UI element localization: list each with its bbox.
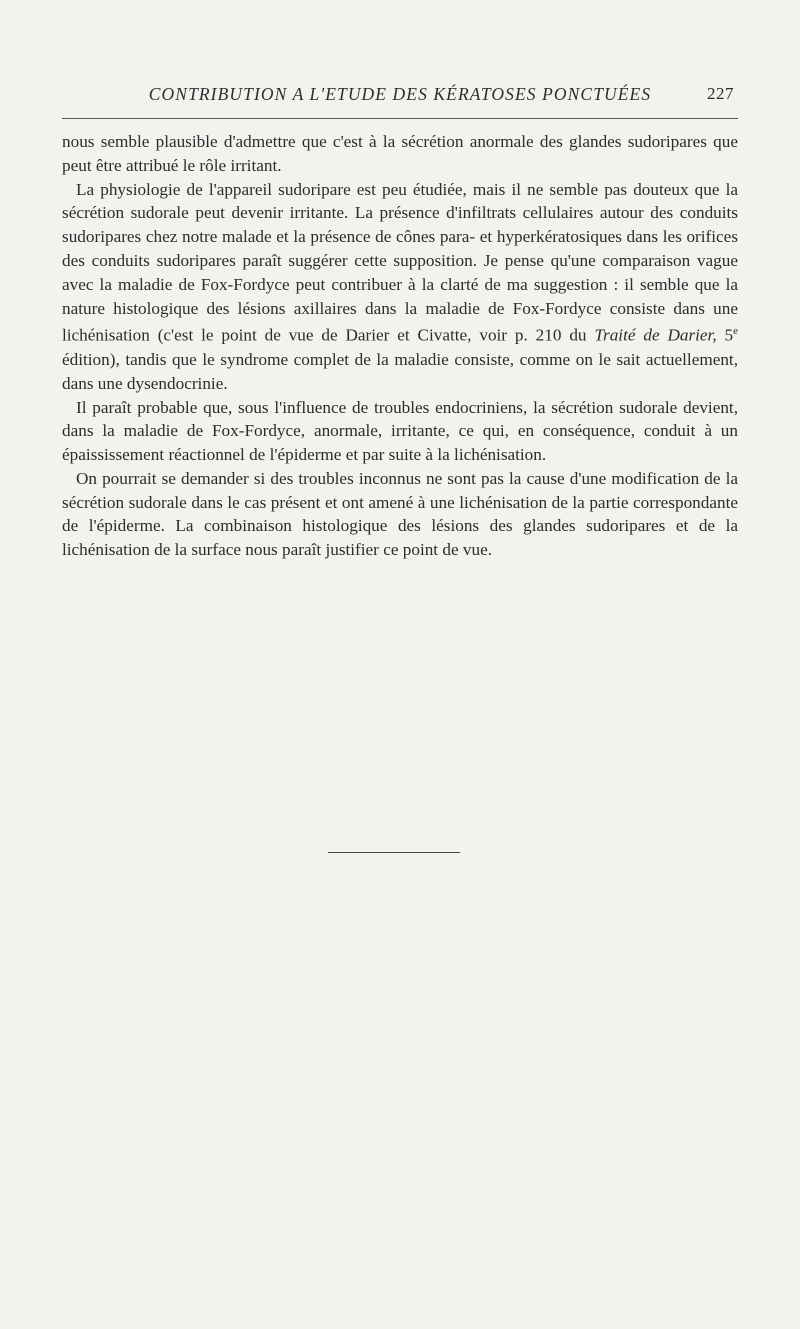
header-rule [62, 118, 738, 119]
traite-de-darier-title: Traité de Darier, [594, 326, 717, 346]
paragraph-1: nous semble plausible d'admettre que c'est à la sécrétion anormale des glandes sudoripares que peut être attribué le rôle irritant. [62, 132, 738, 175]
running-title: CONTRIBUTION A L'ETUDE DES KÉRATOSES PONCTUÉES [148, 84, 652, 104]
section-end-rule [328, 852, 460, 853]
edition-superscript: e [733, 325, 738, 338]
paragraph-2-end: édition), tandis que le syndrome complet de la maladie consiste, comme on le sait actuellement, dans une dysendocrinie. [62, 349, 738, 393]
edition-number: 5 [724, 326, 734, 346]
body-text [62, 130, 738, 562]
paragraph-3: Il paraît probable que, sous l'influence de troubles endocriniens, la sécrétion sudorale devient, dans la maladie de Fox-Fordyce, anormale, irritante, ce qui, en conséquence, conduit à un épaississement réactionnel de l'épiderme et par suite à la lichénisation. [62, 397, 738, 465]
paragraph-2-start: La physiologie de l'appareil sudoripare est peu étudiée, mais il ne semble pas douteux que la sécrétion sudorale peut devenir irritante. La présence d'infiltrats cellulaires autour des conduits sudoripares chez notre malade et la présence de cônes para- et hyperkératosiques dans les orifices des conduits sudoripares paraît suggérer cette supposition. Je pense qu'une comparaison vague avec la maladie de Fox-Fordyce peut contribuer à la clarté de ma suggestion : il semble que la nature histologique des lésions axillaires dans la maladie de Fox-Fordyce consiste dans une lichénisation (c'est le point de vue de Darier et Civatte, voir p. 210 du [62, 179, 738, 346]
running-head [62, 82, 738, 112]
paragraph-2 [62, 178, 738, 396]
paragraph-4: On pourrait se demander si des troubles inconnus ne sont pas la cause d'une modification de la sécrétion sudorale dans le cas présent et ont amené à une lichénisation de la partie correspondante de l'épiderme. La combinaison histologique des lésions des glandes sudoripares et de la lichénisation de la surface nous paraît justifier ce point de vue. [62, 468, 738, 560]
page-number: 227 [707, 84, 734, 103]
